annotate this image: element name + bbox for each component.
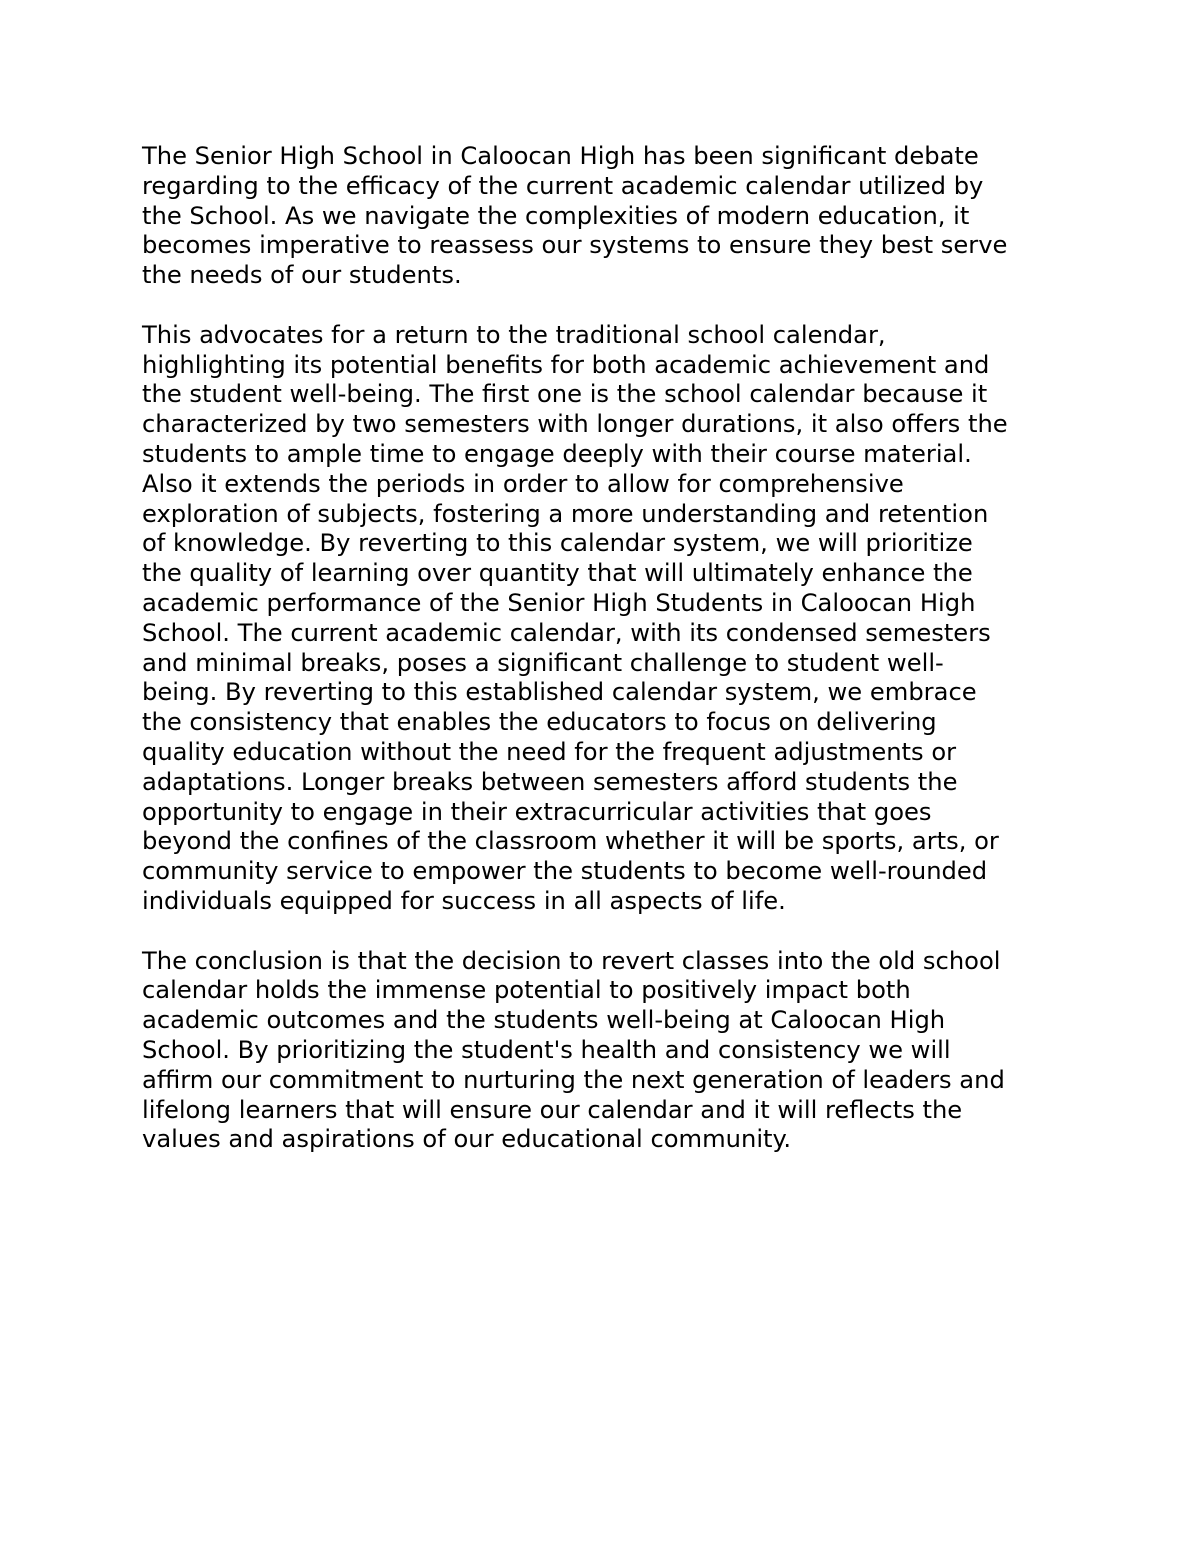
text-line: quality education without the need for the frequent adjustments or: [142, 737, 957, 766]
text-line: regarding to the efficacy of the current academic calendar utilized by: [142, 171, 984, 200]
text-line: becomes imperative to reassess our systems to ensure they best serve: [142, 231, 1008, 260]
text-line: affirm our commitment to nurturing the next generation of leaders and: [142, 1065, 1005, 1094]
text-line: the quality of learning over quantity that will ultimately enhance the: [142, 559, 973, 588]
text-line: School. The current academic calendar, with its condensed semesters: [142, 618, 991, 647]
paragraph-2: [142, 321, 1062, 917]
text-line: the consistency that enables the educators to focus on delivering: [142, 708, 937, 737]
text-line: values and aspirations of our educational community.: [142, 1125, 792, 1154]
text-line: characterized by two semesters with longer durations, it also offers the: [142, 410, 1008, 439]
text-line: exploration of subjects, fostering a more understanding and retention: [142, 499, 989, 528]
text-line: The Senior High School in Caloocan High has been significant debate: [142, 142, 979, 170]
text-line: being. By reverting to this established calendar system, we embrace: [142, 678, 977, 707]
text-line: academic outcomes and the students well-being at Caloocan High: [142, 1006, 946, 1035]
paragraph-spacer: [142, 917, 1062, 947]
text-line: and minimal breaks, poses a significant challenge to student well-: [142, 648, 944, 677]
paragraph-1: [142, 142, 1062, 291]
text-line: individuals equipped for success in all aspects of life.: [142, 886, 786, 915]
text-line: School. By prioritizing the student's health and consistency we will: [142, 1035, 951, 1064]
text-line: the needs of our students.: [142, 261, 462, 290]
paragraph-spacer: [142, 291, 1062, 321]
text-line: beyond the confines of the classroom whether it will be sports, arts, or: [142, 827, 999, 856]
text-line: The conclusion is that the decision to revert classes into the old school: [142, 946, 1001, 975]
text-line: students to ample time to engage deeply with their course material.: [142, 439, 972, 468]
text-line: calendar holds the immense potential to positively impact both: [142, 976, 911, 1005]
paragraph-3: [142, 947, 1062, 1156]
text-line: highlighting its potential benefits for both academic achievement and: [142, 350, 990, 379]
text-line: of knowledge. By reverting to this calendar system, we will prioritize: [142, 529, 973, 558]
text-line: lifelong learners that will ensure our calendar and it will reflects the: [142, 1095, 963, 1124]
text-line: the student well-being. The first one is the school calendar because it: [142, 380, 988, 409]
text-line: Also it extends the periods in order to allow for comprehensive: [142, 469, 904, 498]
document-body: [142, 142, 1062, 1155]
text-line: This advocates for a return to the traditional school calendar,: [142, 320, 886, 349]
text-line: the School. As we navigate the complexities of modern education, it: [142, 201, 970, 230]
text-line: adaptations. Longer breaks between semesters afford students the: [142, 767, 958, 796]
text-line: community service to empower the students to become well-rounded: [142, 857, 988, 886]
text-line: academic performance of the Senior High Students in Caloocan High: [142, 588, 976, 617]
text-line: opportunity to engage in their extracurricular activities that goes: [142, 797, 932, 826]
